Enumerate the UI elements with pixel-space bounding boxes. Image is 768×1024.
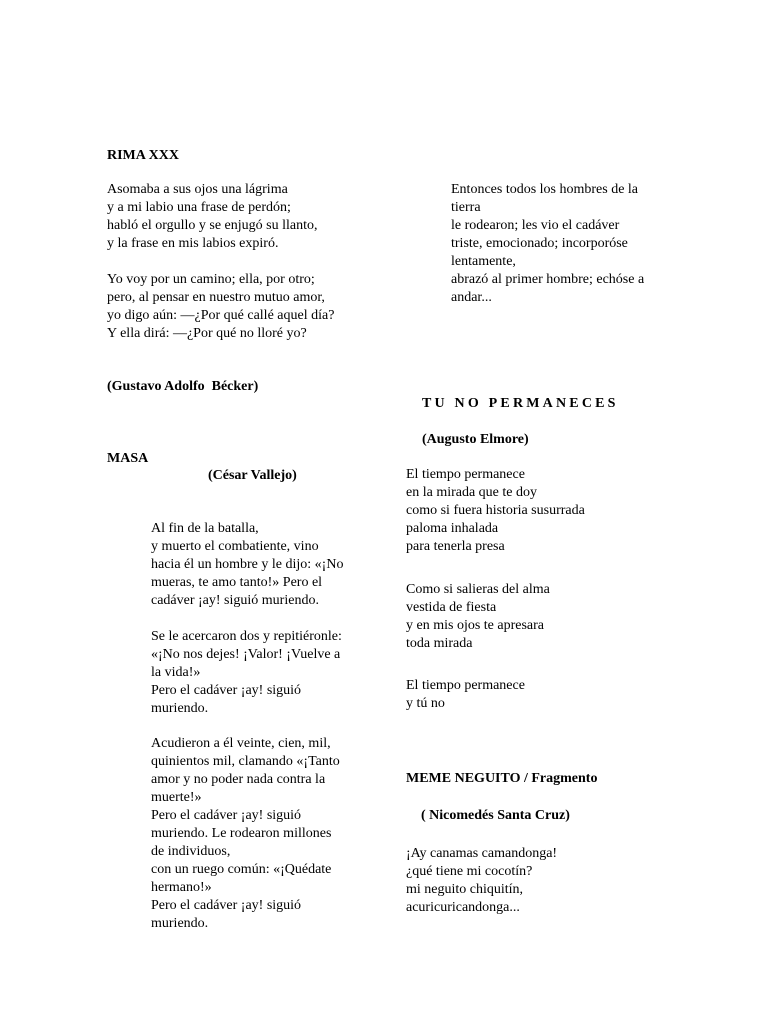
verse-line: habló el orgullo y se enjugó su llanto, [107, 218, 318, 233]
verse-line: andar... [451, 290, 492, 305]
poem-title-rima-xxx: RIMA XXX [107, 148, 179, 163]
verse-line: El tiempo permanece [406, 467, 525, 482]
verse-line: hacia él un hombre y le dijo: «¡No [151, 557, 344, 572]
verse-line: mi neguito chiquitín, [406, 882, 524, 897]
verse-line: Al fin de la batalla, [151, 521, 259, 536]
verse-line: tierra [451, 200, 481, 215]
masa-stanza-2 [151, 628, 342, 718]
verse-line: lentamente, [451, 254, 516, 269]
verse-line: con un ruego común: «¡Quédate [151, 862, 332, 877]
verse-line: ¿qué tiene mi cocotín? [406, 864, 533, 879]
verse-line: muriendo. [151, 916, 209, 931]
verse-line: ¡Ay canamas camandonga! [406, 846, 558, 861]
rima-stanza-1 [107, 181, 318, 253]
verse-line: Y ella dirá: —¿Por qué no lloré yo? [107, 326, 307, 341]
verse-line: cadáver ¡ay! siguió muriendo. [151, 593, 319, 608]
verse-line: en la mirada que te doy [406, 485, 538, 500]
verse-line: Pero el cadáver ¡ay! siguió [151, 808, 302, 823]
verse-line: «¡No nos dejes! ¡Valor! ¡Vuelve a [151, 647, 341, 662]
meme-neguito-stanza-1 [406, 845, 557, 917]
tu-no-permaneces-stanza-1 [406, 466, 585, 556]
verse-line: Se le acercaron dos y repitiéronle: [151, 629, 342, 644]
rima-stanza-2 [107, 271, 334, 343]
verse-line: Entonces todos los hombres de la [451, 182, 639, 197]
verse-line: Pero el cadáver ¡ay! siguió [151, 683, 302, 698]
verse-line: hermano!» [151, 880, 212, 895]
verse-line: muriendo. Le rodearon millones [151, 826, 332, 841]
verse-line: abrazó al primer hombre; echóse a [451, 272, 645, 287]
verse-line: y muerto el combatiente, vino [151, 539, 319, 554]
tu-no-permaneces-author: (Augusto Elmore) [422, 432, 529, 447]
verse-line: Pero el cadáver ¡ay! siguió [151, 898, 302, 913]
verse-line: y tú no [406, 696, 445, 711]
tu-no-permaneces-stanza-2 [406, 581, 550, 653]
verse-line: como si fuera historia susurrada [406, 503, 585, 518]
verse-line: yo digo aún: —¿Por qué callé aquel día? [107, 308, 335, 323]
verse-line: le rodearon; les vio el cadáver [451, 218, 620, 233]
verse-line: paloma inhalada [406, 521, 499, 536]
masa-author: (César Vallejo) [208, 468, 297, 483]
verse-line: Asomaba a sus ojos una lágrima [107, 182, 288, 197]
poem-title-meme-neguito: MEME NEGUITO / Fragmento [406, 771, 598, 786]
verse-line: vestida de fiesta [406, 600, 497, 615]
verse-line: para tenerla presa [406, 539, 505, 554]
poem-title-tu-no-permaneces: TU NO PERMANECES [422, 396, 619, 411]
verse-line: triste, emocionado; incorporóse [451, 236, 628, 251]
verse-line: Acudieron a él veinte, cien, mil, [151, 736, 331, 751]
verse-line: muriendo. [151, 701, 209, 716]
verse-line: Yo voy por un camino; ella, por otro; [107, 272, 315, 287]
verse-line: de individuos, [151, 844, 231, 859]
verse-line: mueras, te amo tanto!» Pero el [151, 575, 323, 590]
masa-stanza-3 [151, 735, 340, 933]
verse-line: y a mi labio una frase de perdón; [107, 200, 291, 215]
verse-line: Como si salieras del alma [406, 582, 550, 597]
verse-line: acuricuricandonga... [406, 900, 520, 915]
verse-line: pero, al pensar en nuestro mutuo amor, [107, 290, 325, 305]
verse-line: y la frase en mis labios expiró. [107, 236, 279, 251]
verse-line: toda mirada [406, 636, 473, 651]
tu-no-permaneces-stanza-3 [406, 677, 525, 713]
verse-line: El tiempo permanece [406, 678, 525, 693]
rima-author: (Gustavo Adolfo Bécker) [107, 379, 259, 394]
meme-neguito-author: ( Nicomedés Santa Cruz) [421, 808, 570, 823]
verse-line: quinientos mil, clamando «¡Tanto [151, 754, 340, 769]
masa-continuation [451, 181, 644, 307]
poem-title-masa: MASA [107, 451, 149, 466]
verse-line: la vida!» [151, 665, 201, 680]
verse-line: muerte!» [151, 790, 202, 805]
verse-line: y en mis ojos te apresara [406, 618, 545, 633]
masa-stanza-1 [151, 520, 343, 610]
verse-line: amor y no poder nada contra la [151, 772, 326, 787]
